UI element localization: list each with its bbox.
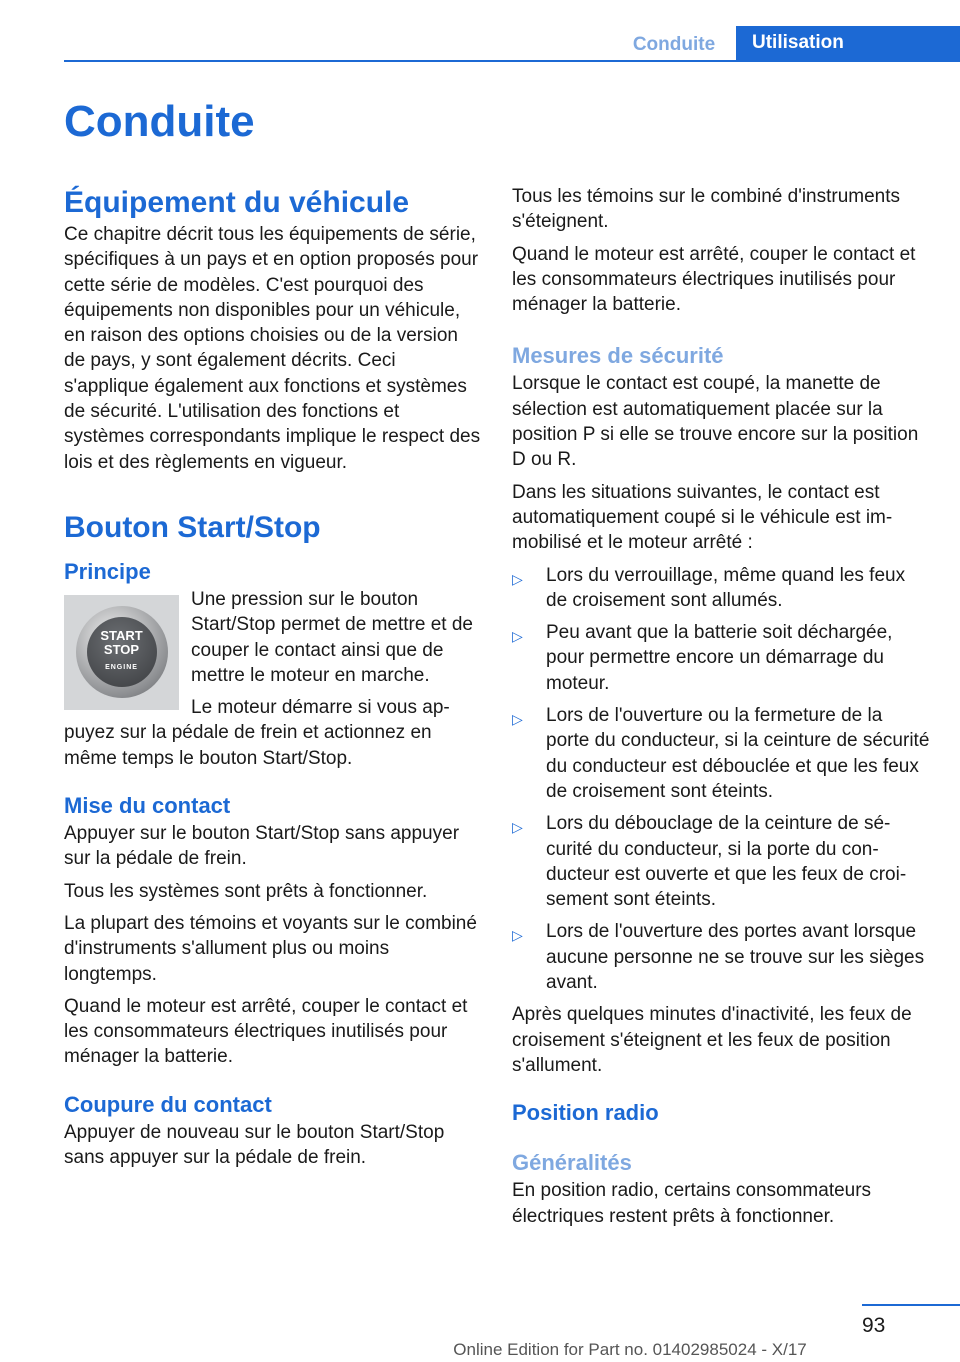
heading-bouton-start-stop: Bouton Start/Stop (64, 510, 321, 544)
paragraph-mesures-2: Dans les situations suivantes, le contact est automatiquement coupé si le véhicule est immobilisé et le moteur arrêté : (512, 481, 893, 554)
button-label-engine: ENGINE (105, 664, 138, 672)
list-item: ▷ Peu avant que la batterie soit déchargée, pour permettre encore un démarrage du moteur. (512, 622, 893, 694)
list-item: ▷ Lors du débouclage de la ceinture de sécurité du conducteur, si la porte du conducteur est ouverte et que les feux de croisement sont éteints. (512, 813, 907, 911)
list-item: ▷ Lors de l'ouverture des portes avant lorsque aucune personne ne se trouve sur les sièges avant. (512, 921, 925, 994)
start-stop-button-icon (76, 606, 168, 698)
header-tab-conduite: Conduite (632, 34, 716, 55)
paragraph-right-1: Tous les témoins sur le combiné d'instruments s'éteignent. (512, 186, 901, 233)
safety-bullet-list (512, 563, 930, 996)
triangle-bullet-icon: ▷ (512, 711, 523, 728)
footer-edition: Online Edition for Part no. 01402985024 - X/17 (453, 1340, 807, 1359)
heading-position-radio: Position radio (512, 1100, 659, 1126)
heading-mesures-de-securite: Mesures de sécurité (512, 343, 724, 369)
triangle-bullet-icon: ▷ (512, 819, 523, 836)
paragraph-equipement: Ce chapitre décrit tous les équipements de série, spécifiques à un pays et en option proposés pour cette série de modèles. C'est pourquoi des équipements non disponibles pour un véhicule, en raison des options choisies ou de la version de pays, y sont également décrits. Ceci s'applique également aux fonctions et systèmes de sécurité. L'utilisation des fonctions et systèmes correspondants implique le respect des lois et des règlements en vigueur. (64, 224, 481, 473)
start-stop-button-image (64, 595, 179, 710)
paragraph-apres: Après quelques minutes d'inactivité, les feux de croisement s'éteignent et les feux de position s'allument. (512, 1004, 912, 1076)
paragraph-mise-3: La plupart des témoins et voyants sur le combiné d'instruments s'allument plus ou moins longtemps. (64, 912, 477, 985)
heading-mise-du-contact: Mise du contact (64, 793, 231, 819)
heading-coupure-du-contact: Coupure du contact (64, 1091, 272, 1117)
paragraph-mise-1: Appuyer sur le bouton Start/Stop sans appuyer sur la pédale de frein. (64, 823, 460, 870)
heading-equipement: Équipement du véhicule (64, 186, 410, 219)
paragraph-principe-2: Le moteur démarre si vous appuyez sur la pédale de frein et actionnez en même temps le bouton Start/Stop. (64, 697, 450, 769)
header-rule (64, 60, 960, 62)
page-number: 93 (862, 1314, 886, 1337)
paragraph-mise-4: Quand le moteur est arrêté, couper le contact et les consommateurs électriques inutilisés pour ménager la batterie. (64, 995, 468, 1068)
page-number-rule (862, 1304, 960, 1306)
button-label-stop: STOP (103, 642, 140, 658)
list-item: ▷ Lors de l'ouverture ou la fermeture de la porte du conducteur, si la ceinture de sécurité du conducteur est débouclée et que les feux de croisement sont éteints. (512, 705, 930, 802)
paragraph-coupure: Appuyer de nouveau sur le bouton Start/Stop sans appuyer sur la pédale de frein. (64, 1121, 445, 1169)
heading-generalites: Généralités (512, 1150, 632, 1176)
triangle-bullet-icon: ▷ (512, 570, 523, 587)
button-label-start: START (100, 628, 143, 644)
header-tab-utilisation: Utilisation (736, 26, 960, 62)
list-item: ▷ Lors du verrouillage, même quand les feux de croisement sont allumés. (512, 564, 906, 611)
right-column (512, 184, 930, 1236)
paragraph-principe-1: Une pression sur le bouton Start/Stop permet de mettre et de couper le contact ainsi que de mettre le moteur en marche. (191, 588, 473, 686)
left-column (64, 184, 482, 1177)
paragraph-mesures-1: Lorsque le contact est coupé, la manette de sélection est automatiquement placée sur la position P si elle se trouve encore sur la position D ou R. (512, 373, 919, 471)
triangle-bullet-icon: ▷ (512, 927, 523, 944)
paragraph-generalites: En position radio, certains consommateurs électriques restent prêts à fonctionner. (512, 1180, 872, 1227)
triangle-bullet-icon: ▷ (512, 628, 523, 645)
paragraph-mise-2: Tous les systèmes sont prêts à fonctionner. (64, 880, 428, 902)
heading-principe: Principe (64, 558, 151, 584)
paragraph-right-2: Quand le moteur est arrêté, couper le contact et les consommateurs électriques inutilisés pour ménager la batterie. (512, 243, 916, 316)
chapter-title: Conduite (64, 97, 255, 146)
